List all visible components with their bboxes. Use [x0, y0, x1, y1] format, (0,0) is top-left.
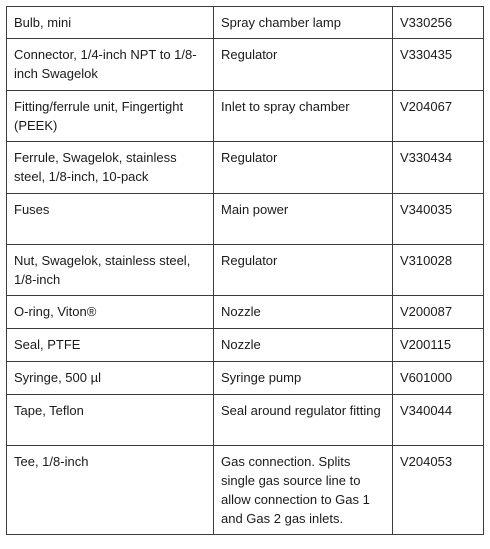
use-cell: Regulator — [214, 245, 393, 296]
item-cell: Fitting/ferrule unit, Fingertight (PEEK) — [7, 91, 214, 142]
table-row — [7, 296, 484, 329]
item-cell: Nut, Swagelok, stainless steel, 1/8-inch — [7, 245, 214, 296]
table-row — [7, 395, 484, 446]
part-number-cell: V330256 — [393, 7, 484, 39]
use-cell: Regulator — [214, 39, 393, 91]
table-row — [7, 329, 484, 362]
item-cell: Fuses — [7, 194, 214, 245]
part-number-cell: V330434 — [393, 142, 484, 194]
item-cell: Tee, 1/8-inch — [7, 446, 214, 535]
table-row — [7, 142, 484, 194]
item-cell: O-ring, Viton® — [7, 296, 214, 329]
parts-table — [6, 6, 484, 535]
part-number-cell: V340035 — [393, 194, 484, 245]
table-row — [7, 194, 484, 245]
table-row — [7, 446, 484, 535]
table-row — [7, 362, 484, 395]
table-row — [7, 91, 484, 142]
item-cell: Connector, 1/4-inch NPT to 1/8-inch Swagelok — [7, 39, 214, 91]
item-cell: Tape, Teflon — [7, 395, 214, 446]
part-number-cell: V310028 — [393, 245, 484, 296]
part-number-cell: V340044 — [393, 395, 484, 446]
use-cell: Syringe pump — [214, 362, 393, 395]
part-number-cell: V200115 — [393, 329, 484, 362]
item-cell: Ferrule, Swagelok, stainless steel, 1/8-inch, 10-pack — [7, 142, 214, 194]
part-number-cell: V204067 — [393, 91, 484, 142]
item-cell: Bulb, mini — [7, 7, 214, 39]
item-cell: Seal, PTFE — [7, 329, 214, 362]
use-cell: Nozzle — [214, 329, 393, 362]
use-cell: Inlet to spray chamber — [214, 91, 393, 142]
table-row — [7, 245, 484, 296]
use-cell: Regulator — [214, 142, 393, 194]
use-cell: Main power — [214, 194, 393, 245]
table-row — [7, 39, 484, 91]
use-cell: Spray chamber lamp — [214, 7, 393, 39]
part-number-cell: V200087 — [393, 296, 484, 329]
part-number-cell: V330435 — [393, 39, 484, 91]
use-cell: Nozzle — [214, 296, 393, 329]
item-cell: Syringe, 500 µl — [7, 362, 214, 395]
part-number-cell: V204053 — [393, 446, 484, 535]
part-number-cell: V601000 — [393, 362, 484, 395]
table-row — [7, 7, 484, 39]
use-cell: Seal around regulator fitting — [214, 395, 393, 446]
use-cell: Gas connection. Splits single gas source line to allow connection to Gas 1 and Gas 2 gas inlets. — [214, 446, 393, 535]
